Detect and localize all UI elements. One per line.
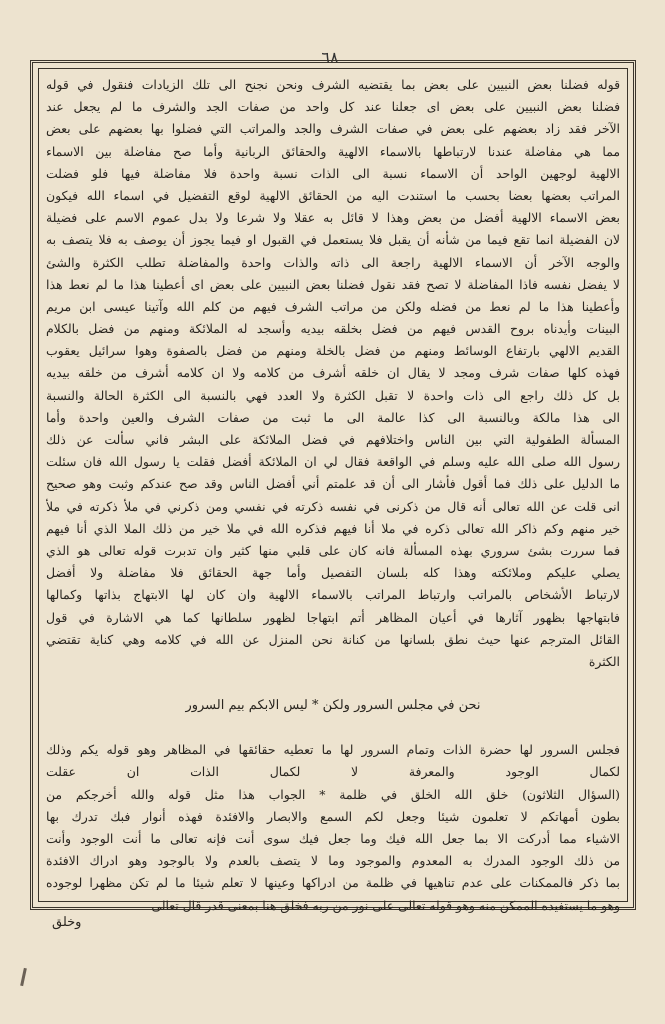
text-line: الكثرة [588,653,620,669]
page-number: ٦٨ [321,48,339,67]
text-line: المسألة الطفولية التي بين الناس واختلافهم في فضل الملائكة على البشر فاني سألت عن ذلك [46,432,620,447]
text-line: فابتهاجها بظهور آثارها في أعيان المظاهر أتم ابتهاجا لظهور سلطانها كما هي الاشارة في قول [46,609,620,625]
text-line: فما سررت بشئ سروري بهذه المسألة فانه كان على قلبي منها كثير وان تدبرت قوله تعالى هو الذي [46,542,620,558]
text-line: القديم الالهي بارتفاع الوسائط ومنهم من فضل بالخلة ومنهم من فضل بالصفوة وهوا سرائيل يعقوب [46,343,620,359]
text-line: يصلي عليكم وملائكته وهذا كله بلسان التفصيل وأما جهة الحقائق فلا مفاضلة ولا أفضل [46,565,620,581]
text-line: البينات وأيدناه بروح القدس فيهم من فضل بخلقه بيديه وأسجد له الملائكة ومنهم من فضل بالكلام [46,321,620,337]
text-line: لارتباط الأشخاص بالمراتب وارتباط المراتب بالاسماء الالهية وان كان لها الابتهاج بذاتها وكمالها [46,587,620,603]
text-line: (السؤال الثلاثون) خلق الله الخلق في ظلمة * الجواب هذا مثل قوله والله أخرجكم من [46,786,620,802]
margin-pen-mark [20,968,27,986]
text-line: والوجه الآخر أن الاسماء الالهية راجعة الى ذاته والذات واحدة والمفاضلة تطلب الكثرة والشئ [46,254,620,270]
text-line: المراتب بعضها بعضا بحسب ما استندت اليه من الحقائق الالهية لوقع التفضيل في اسماء الله فيكون [46,187,620,203]
text-line: لا يفضل نفسه فاذا المفاضلة لا تصح فقد نقول فضلنا بعض النبيين على بعض اى أعطينا هذا ما لم نعط هذا [46,276,620,292]
text-line: بل كل ذلك راجع الى ذات واحدة لا تقبل الكثرة ولا العدد فهي بالنسبة الى الكثرة الحالة والنسبة [46,387,620,403]
text-line: خير منهم وكم ذاكر الله تعالى ذكره في ملا أنا فيهم فذكره الله في ملا خير من ذلك الملا الذي أنا فيهم [46,520,620,536]
text-line: ما الدليل على ذلك فما أقول فأشار الى أن قد علمتم أني أفضل الناس وقد صح عندكم وثبت وهو صحيح [46,476,620,492]
text-line: وأعطينا هذا ما لم نعط من فضله ولكن من مراتب الشرف فيهم من كلم الله وآتينا عيسى ابن مريم [46,298,620,314]
text-line: فهذه كلها صفات شرف ومجد لا يقال ان خلقه أشرف من كلامه ولا ان كلامه أشرف من خلقه بيديه [46,365,620,381]
text-line: فضلنا بعض النبيين على بعض اى جعلنا عند كل واحد من صفات الجد والشرف ما لم يجعل عند [46,99,620,115]
text-line: الاشياء مما أدركت الا بما جعل الله فيك وما جعل فيك سوى أنت فإنه تعالى ما أنت الوجود وأنت [46,831,620,846]
verse-line: نحن في مجلس السرور ولكن * ليس الابكم بيم السرور [185,698,481,714]
text-line: بما ذكر فالممكنات على عدم تناهيها في ظلمة من ادراكها وعينها لا تعلم شيئا ما لم تكن مظهرا لوجوده [46,875,620,891]
main-text-block [46,74,620,917]
text-line: الالهية لوجهين الواحد أن الاسماء نسبة الى الذات نسبة واحدة فلا مفاضلة فيها فلو فضلت [46,165,620,181]
verse-spacing [46,717,620,739]
verse-spacing [46,673,620,695]
text-line: بعض الاسماء الالهية أفضل من بعض وهذا لا قائل به عقلا ولا شرعا ولا بدل عموم الاسم على فضيلة [46,210,620,226]
text-line: لكمال الوجود والمعرفة لا لكمال الذات ان عقلت [46,764,620,780]
text-line: قوله فضلنا بعض النبيين على بعض بما يقتضيه الشرف ونحن نجنح الى تلك الزيادات فنقول في قوله [46,77,620,92]
text-line: بطون أمهاتكم لا تعلمون شيئا وجعل لكم السمع والابصار والافئدة فهذه أنوار فبك تدرك بها [46,808,620,824]
text-line: الى هذا مالكة وبالنسبة الى كذا عالمة الى ما ثبت من صفات الشرف والعين واحدة وأما [46,409,620,425]
text-line: رسول الله صلى الله عليه وسلم في الواقعة فقال لي ان الملائكة أفضل فقلت يا رسول الله فان سئلت [46,454,620,470]
text-line: انى قلت عن الله تعالى أنه قال من ذكرنى في نفسه ذكرته في نفسي ومن ذكرني في ملأ ذكرته في ملأ [46,498,620,514]
text-line: لان الفضيلة انما تقع فيما من شأنه أن يقبل فلا يستعمل في القبول او فيما يجوز أن يوصف به فلا يتصف به [46,232,620,248]
catchword: وخلق [52,915,82,930]
text-line: من ذلك الوجود المدرك به المعدوم والموجود وما لا يتصف بالعدم ولا بالوجود وهو ادراك الافئدة [46,853,620,869]
text-line: وهو ما يستفيده الممكن منه وهو قوله تعالى على نور من ربه فخلق هنا بمعنى قدر قال تعالى [151,897,620,913]
text-line: مما هي مفاضلة عندنا لارتباطها بالاسماء الالهية والحقائق الربانية وأما صح مفاضلة بين الاسماء [46,143,620,159]
text-line: الآخر فقد زاد بعضهم على بعض في صفات الشرف والجد والمراتب التي فضلوا بها بعضهم على بعض [46,121,620,137]
text-line: فجلس السرور لها حضرة الذات وتمام السرور لها ما تعطيه حقائقها في المظاهر وهو قوله يكم وذلك [46,742,620,758]
text-line: القائل المترجم عنها حيث نطق بلسانها من كنانة نحن المنزل عن الله في كلامه وهي كناية تقتضي [46,631,620,647]
